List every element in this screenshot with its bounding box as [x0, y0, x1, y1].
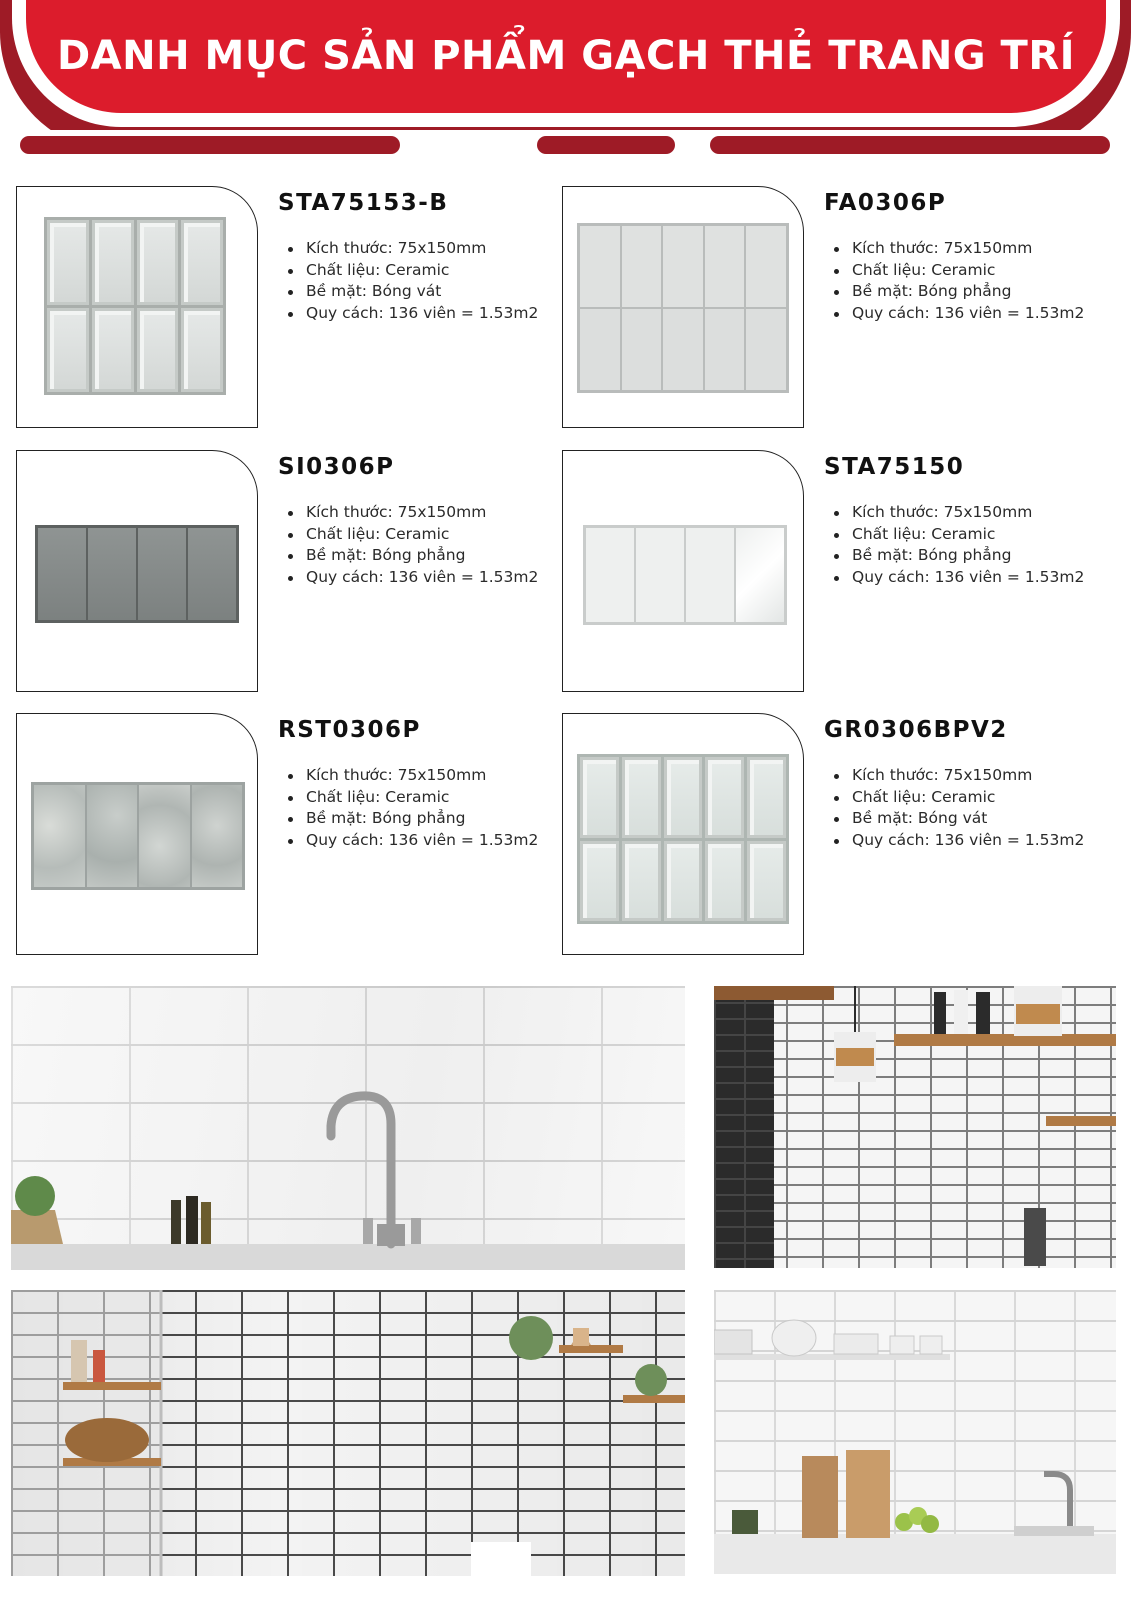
product-name: GR0306BPV2	[824, 717, 1008, 743]
product-specs	[832, 238, 1084, 324]
spec-size: Kích thước: 75x150mm	[286, 765, 538, 787]
spec-surface: Bề mặt: Bóng phẳng	[832, 281, 1084, 303]
product-specs	[832, 502, 1084, 588]
product-card	[562, 450, 1108, 692]
spec-material: Chất liệu: Ceramic	[832, 787, 1084, 809]
faucet-scene	[11, 986, 685, 1270]
subway-wall-photo	[11, 1290, 685, 1576]
spec-packing: Quy cách: 136 viên = 1.53m2	[286, 830, 538, 852]
spec-size: Kích thước: 75x150mm	[286, 502, 538, 524]
spec-packing: Quy cách: 136 viên = 1.53m2	[832, 567, 1084, 589]
spec-material: Chất liệu: Ceramic	[286, 787, 538, 809]
product-name: STA75150	[824, 454, 965, 480]
product-name: FA0306P	[824, 190, 947, 216]
spec-size: Kích thước: 75x150mm	[832, 765, 1084, 787]
product-name: RST0306P	[278, 717, 421, 743]
spec-surface: Bề mặt: Bóng vát	[286, 281, 538, 303]
spec-surface: Bề mặt: Bóng phẳng	[832, 545, 1084, 567]
product-specs	[286, 502, 538, 588]
product-specs	[832, 765, 1084, 851]
accent-bar-left	[20, 136, 400, 154]
product-image-frame	[562, 186, 804, 428]
spec-size: Kích thước: 75x150mm	[832, 502, 1084, 524]
product-name: STA75153-B	[278, 190, 449, 216]
tile-preview	[35, 525, 239, 623]
spec-packing: Quy cách: 136 viên = 1.53m2	[286, 303, 538, 325]
product-card	[562, 186, 1108, 428]
product-card	[16, 713, 562, 955]
bathroom-scene	[11, 1290, 685, 1576]
product-specs	[286, 765, 538, 851]
spec-size: Kích thước: 75x150mm	[832, 238, 1084, 260]
spec-material: Chất liệu: Ceramic	[832, 260, 1084, 282]
product-image-frame	[16, 450, 258, 692]
spec-surface: Bề mặt: Bóng phẳng	[286, 808, 538, 830]
spec-surface: Bề mặt: Bóng phẳng	[286, 545, 538, 567]
tile-preview	[44, 217, 226, 395]
tile-preview	[577, 754, 789, 924]
product-card	[16, 450, 562, 692]
product-image-frame	[16, 713, 258, 955]
product-specs	[286, 238, 538, 324]
tile-preview	[583, 525, 787, 625]
spec-surface: Bề mặt: Bóng vát	[832, 808, 1084, 830]
product-image-frame	[562, 450, 804, 692]
spec-packing: Quy cách: 136 viên = 1.53m2	[832, 303, 1084, 325]
spec-material: Chất liệu: Ceramic	[286, 260, 538, 282]
spec-packing: Quy cách: 136 viên = 1.53m2	[286, 567, 538, 589]
accent-bar-right	[710, 136, 1110, 154]
product-card	[16, 186, 562, 428]
spec-material: Chất liệu: Ceramic	[286, 524, 538, 546]
product-image-frame	[562, 713, 804, 955]
spec-material: Chất liệu: Ceramic	[832, 524, 1084, 546]
product-image-frame	[16, 186, 258, 428]
tile-preview	[31, 782, 245, 890]
kitchen-faucet-photo	[11, 986, 685, 1270]
tile-preview	[577, 223, 789, 393]
shelves-photo	[714, 986, 1116, 1268]
product-card	[562, 713, 1108, 955]
spec-packing: Quy cách: 136 viên = 1.53m2	[832, 830, 1084, 852]
product-name: SI0306P	[278, 454, 395, 480]
spec-size: Kích thước: 75x150mm	[286, 238, 538, 260]
header-banner	[26, 0, 1106, 113]
plates-scene	[714, 1290, 1116, 1574]
shelf-scene	[714, 986, 1116, 1268]
plates-kitchen-photo	[714, 1290, 1116, 1574]
page-title: DANH MỤC SẢN PHẨM GẠCH THẺ TRANG TRÍ	[56, 33, 1076, 79]
accent-bar-center	[537, 136, 675, 154]
